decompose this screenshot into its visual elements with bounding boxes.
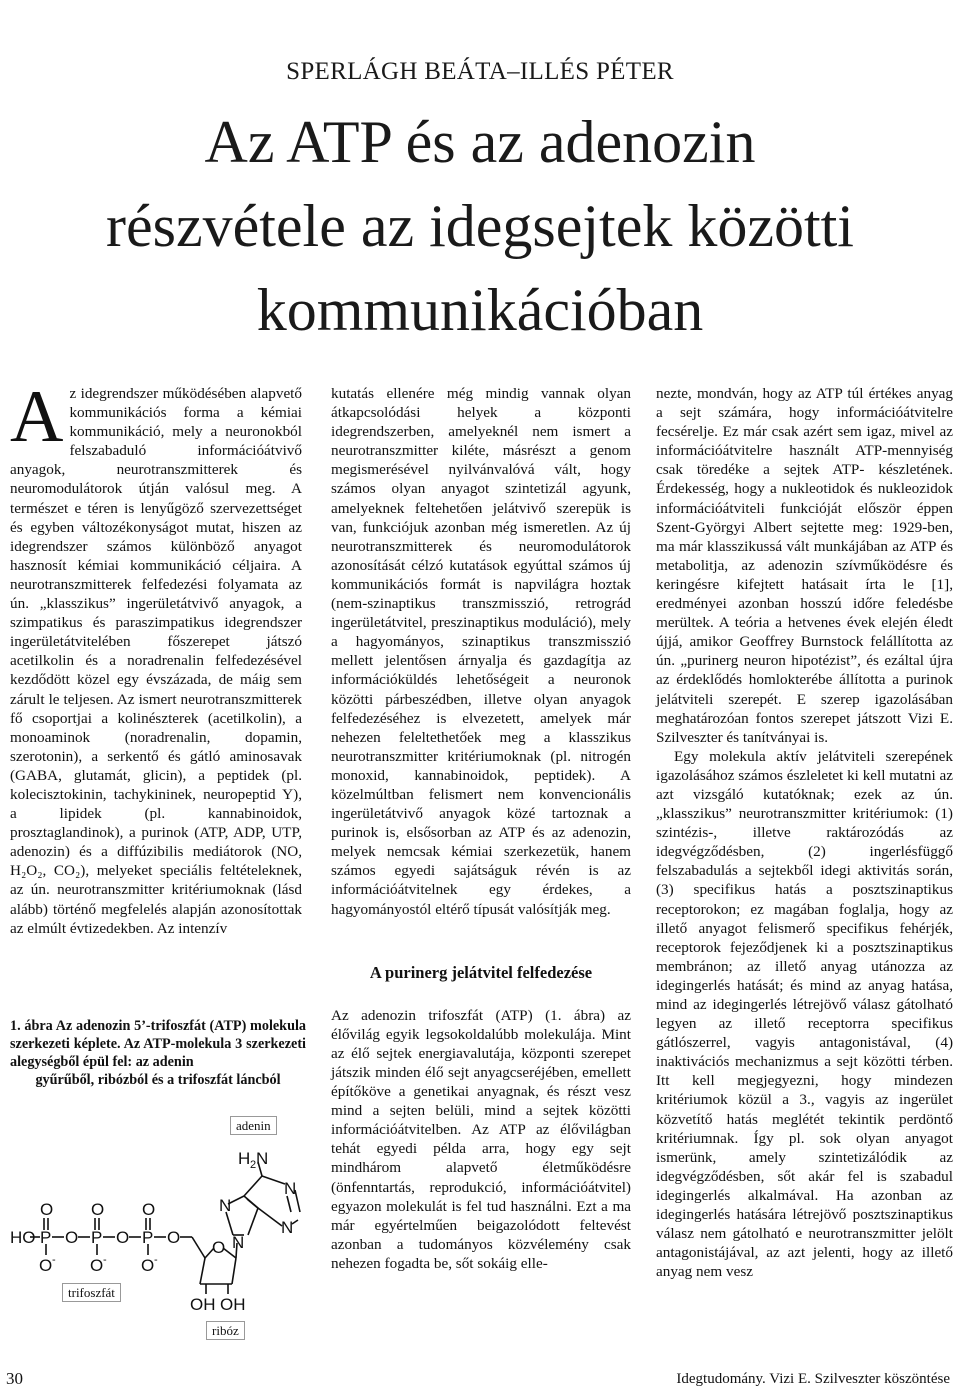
atom-o: O <box>167 1228 181 1247</box>
atom-h2n-h: H <box>238 1149 251 1168</box>
paragraph-text: z idegrendszer működésében alapvető kommunikációs forma a kémiai kommunikáció, mely a neuronokból felszabaduló információátvivő anyagok, neurotranszmitterek és neuromodulátorok útján valósul meg. A természet e téren is lenyűgöző szervezettséget és egyben változékonyságot mutat, hiszen az idegrendszer számos különböző anyagot hasznosít kémiai kommunikáció céljaira. A neurotranszmitterek felfedezési folyamata az ún. „klasszikus” ingerületátvivő anyagok, a szimpatikus és paraszimpatikus idegrendszer ingerületátvitelében főszerepet játszó acetilkolin és a noradrenalin felfedezésével kezdődött közel egy évszázada, de máig sem zárult le teljesen. Az ismert neurotranszmitterek fő csoportjai a kolinészterek (acetilkolin), a monoaminok (noradrenalin, dopamin, szerotonin), a serkentő és gátló aminosavak (GABA, glutamát, glicin), a peptidek (pl. kolecisztokinin, tachykininek, neuropeptid Y), a lipidek (pl. kannabinoidok, prosztaglandinok), a purinok (ATP, ADP, UTP, adenozin) és a diffúzibilis mediátorok (NO, H₂O₂, CO₂), melyeket speciális feltételeknek, az ún. neurotranszmitter kritériumoknak (lásd alább) történő megfelelés alapján azonosítottak az elmúlt évtizedekben. Az intenzív <box>10 385 302 937</box>
atom-n7: N <box>219 1196 232 1215</box>
paragraph: kutatás ellenére még mindig vannak olyan átkapcsolódási helyek a központi idegrendszerben, amelyeknél nem ismert a neurotranszmitter kiléte, másrészt a genom megismerésével nyilvánvalóvá vált, hogy számos olyan anyagot szintetizál agyunk, amelyeknek feltehetően jelátvivő szerepük is van, funkciójuk azonban még ismeretlen. Az új neurotranszmitterek és neuromodulátorok azonosítását célzó kutatások egyúttal számos új kommunikációs formát is napvilágra hoztak (nem-szinaptikus transzmisszió, retrográd ingerületátvitel, preszinaptikus moduláció), mely a hagyományos, szinaptikus transzmisszió mellett jelentősen árnyalja és gazdagítja az információküldés lehetőségeit a neuronok közötti párbeszédben, illetve olyan anyagok felfedezéséhez is elvezetett, amelyek már nehezen feleltethetőek meg a klasszikus neurotranszmitter kritériumoknak (pl. nitrogén monoxid, kannabinoidok, peptidek). A közelmúltban felismert nem konvencionális ingerületátvivő anyagok közé tartoznak a purinok is, elsősorban az ATP és az adenozin, melyek nemcsak kémiai szerkezetük, hanem számos egyedi sajátságuk révén is az információátvitelnek egy érdekes, a hagyományostól eltérő típusát valósítják meg. <box>331 385 631 918</box>
atom-o-minus: O <box>39 1256 53 1275</box>
paragraph <box>10 376 302 938</box>
atom-oh: OH <box>220 1295 246 1314</box>
paragraph: Az adenozin trifoszfát (ATP) (1. ábra) az élővilág egyik legsokoldalúbb molekulája. Mint az élő sejtek energiavalutája, központi szerepet játszik minden élő sejt anyagcseréjében, emellett építőköve a genetikai anyagnak, és részt vesz mind a sejten belüli, mind a sejtek közötti információátvitelben. Az ATP az élővilágban tehát egyedi példa arra, hogy egy sejt mindhárom alapvető életműködésre (önfenntartás, reprodukció, információátvitel) egyazon molekulát is fel tud használni. Ezt a ma már egyértelműen beigazolódott feltevést azonban a tudományos közvélemény csak nehezen fogadta be, sőt sokáig elle- <box>331 1006 631 1272</box>
column-2 <box>331 384 631 1273</box>
atom-o-ring: O <box>212 1238 226 1257</box>
atom-o: O <box>142 1200 156 1219</box>
atom-p2: P <box>91 1228 103 1247</box>
article-title <box>0 100 960 352</box>
title-line-1: Az ATP és az adenozin <box>204 109 756 175</box>
atom-n3: N <box>281 1218 294 1237</box>
label-riboz: ribóz <box>206 1321 245 1340</box>
charge-minus: - <box>103 1254 107 1266</box>
caption-text-last: gyűrűből, ribózból és a trifoszfát láncból <box>35 1072 281 1088</box>
atom-p3: P <box>142 1228 154 1247</box>
page-number: 30 <box>6 1369 23 1388</box>
figure-caption <box>10 1017 306 1089</box>
atom-o: O <box>116 1228 130 1247</box>
paragraph: nezte, mondván, hogy az ATP túl értékes anyag a sejt számára, hogy információátvitelre fecsérelje. Ez már csak azért sem igaz, mivel az információátvitelre használt ATP-mennyiség csak töredéke a sejtek ATP- készletének. Érdekesség, hogy a nukleotidok és nukleozidok információátviteli funkcióját először éppen Szent-Györgyi Albert sejtette meg: 1929-ben, ma már klasszikussá vált munkájában az ATP és metabolitja, az adenozin szívműködésre és keringésre kifejtett hatásait írta le [1], eredményei azonban hosszú időre feledésbe merültek. A teória a hetvenes évek elején éledt újjá, amikor Geoffrey Burnstock felállította az ún. „purinerg neuron hipotézist”, és ezáltal újra az érdeklődés homlokterébe állította a purinok jelátviteli szerepét. E szerep igazolásában meghatározóan fontos szerepet játszott Vizi E. Szilveszter és tanítványai is. <box>656 385 953 746</box>
atom-o: O <box>65 1228 79 1247</box>
atom-o: O <box>40 1200 54 1219</box>
atom-p1: P <box>40 1228 52 1247</box>
atom-oh: OH <box>190 1295 216 1314</box>
label-adenin: adenin <box>230 1116 277 1135</box>
charge-minus: - <box>52 1254 56 1266</box>
label-trifoszfat: trifoszfát <box>62 1283 121 1302</box>
atom-o-minus: O <box>90 1256 104 1275</box>
charge-minus: - <box>154 1254 158 1266</box>
paragraph: Egy molekula aktív jelátviteli szerepének igazolásához számos észleletet ki kell mutatni az azt vizsgáló kutatóknak; ezek az ún. „klasszikus” neurotranszmitter kritériumok: (1) szintézis-, illetve raktározódás az idegvégződésben, (2) ingerlésfüggő felszabadulás a sejtekből idegi aktivitás során, (3) specifikus hatás a posztszinaptikus receptorokon; ez magában foglalja, hogy az illető anyagot felismerő specifikus fehérjék, receptorok fejeződjenek ki a posztszinaptikus membránon; az illető anyag utánozza az idegingerlés hatását; és mind az anyag hatása, mind az idegingerlés létrejövő válasz gátolható legyen az illető receptorra specifikus gátlószerrel, vagyis antagonistával, (4) inaktivációs mechanizmus a sejt közötti térben. Itt kell megjegyezni, hogy mindezen kritériumok közül a 3., vagyis az ingerület közvetítő hatás meglétét tekintik perdöntő kritériumnak. Így pl. sok olyan anyagot ismerünk, amely szintetizálódik az idegvégződésben, sőt akár fel is szabadul idegingerlés alkalmával. Ha azonban az idegingerlés hatására létrejövő posztszinaptikus válasz nem gátolható e neurotranszmitter jelölt antagonistájával, az azt jelenti, hogy az illető anyag nem vesz <box>656 747 953 1281</box>
title-line-3: kommunikációban <box>256 277 704 343</box>
section-heading: A purinerg jelátvitel felfedezése <box>369 962 593 982</box>
column-1 <box>10 376 302 938</box>
journal-footer: Idegtudomány. Vizi E. Szilveszter köszöntése <box>676 1371 950 1387</box>
atp-structure-svg <box>0 1108 320 1358</box>
authors: SPERLÁGH BEÁTA–ILLÉS PÉTER <box>286 58 674 85</box>
atom-n9: N <box>232 1233 245 1252</box>
dropcap: A <box>10 376 64 458</box>
title-line-2: részvétele az idegsejtek közötti <box>106 193 854 259</box>
column-3 <box>656 384 953 1281</box>
caption-text: 1. ábra Az adenozin 5’-trifoszfát (ATP) molekula szerkezeti képlete. Az ATP-molekula 3 szerkezeti alegységből épül fel: az adenin <box>10 1018 306 1070</box>
atp-structure-figure <box>0 1108 320 1358</box>
atom-h2n-n: N <box>256 1149 269 1168</box>
atom-o-minus: O <box>141 1256 155 1275</box>
atom-ho: HO <box>10 1228 36 1247</box>
atom-n1: N <box>284 1179 297 1198</box>
atom-h2n-subscript: 2 <box>250 1159 257 1171</box>
atom-o: O <box>91 1200 105 1219</box>
